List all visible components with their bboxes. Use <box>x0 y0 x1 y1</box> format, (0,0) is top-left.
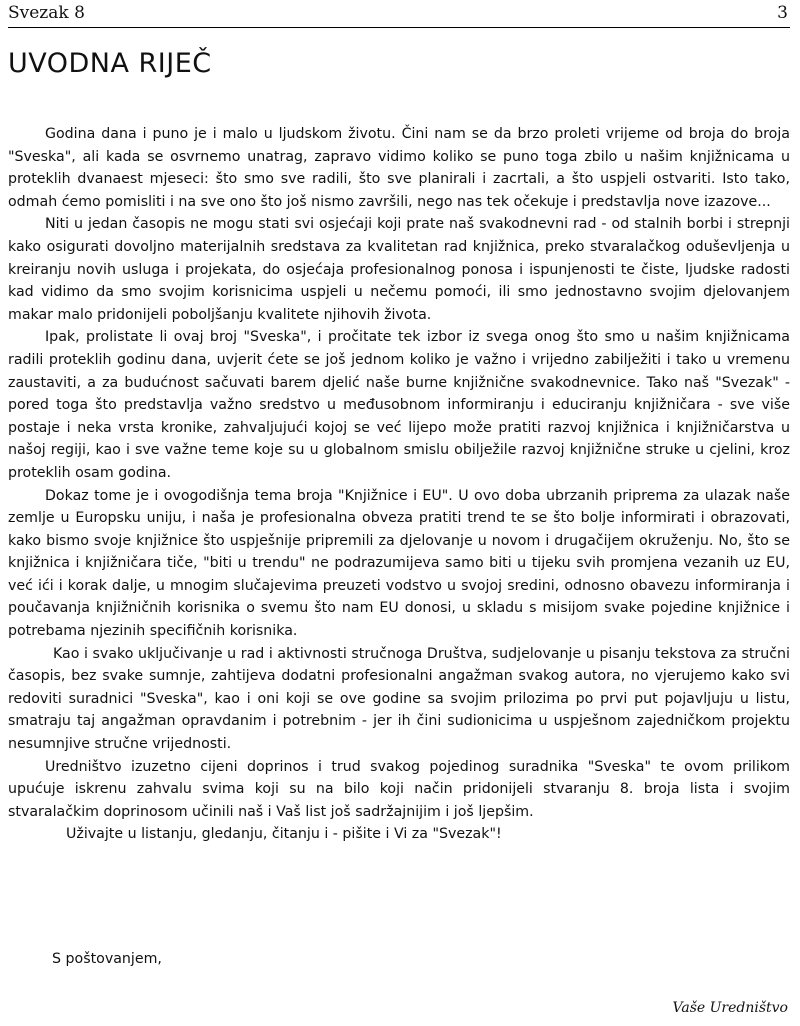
paragraph: Uredništvo izuzetno cijeni doprinos i trud svakog pojedinog suradnika "Sveska" te ovom prilikom upućuje iskrenu zahvalu svima koji su na bilo koji način pridonijeli stvaranju 8. broja lista i svojim stvaralačkim doprinosom učinili naš i Vaš list još sadržajnijim i još ljepšim. <box>8 758 790 820</box>
paragraph: Niti u jedan časopis ne mogu stati svi osjećaji koji prate naš svakodnevni rad - od stalnih borbi i strepnji kako osigurati dovoljno materijalnih sredstava za kvalitetan rad knjižnica, preko stvaralačkog oduševljenja u kreiranju novih usluga i projekata, do osjećaja profesionalnog ponosa i ispunjenosti te čiste, ljudske radosti kad vidimo da smo svojim korisnicima uspjeli u nečemu pomoći, ili smo jednostavno svojim djelovanjem makar malo pridonijeli poboljšanju kvalitete njihovih života. <box>8 216 790 323</box>
paragraph: Ipak, prolistate li ovaj broj "Sveska", i pročitate tek izbor iz svega onog što smo u našim knjižnicama radili proteklih godinu dana, uvjerit ćete se još jednom koliko je važno i vrijedno zabilježiti i tako u vremenu zaustaviti, a za budućnost sačuvati barem djelić naše burne knjižnične svakodnevnice. Tako naš "Svezak" - pored toga što predstavlja važno sredstvo u međusobnom informiranju i educiranju knjižničara - sve više postaje i neka vrsta kronike, zahvaljujući kojoj se već lijepo može pratiti razvoj knjižnica i knjižničarstva u našoj regiji, kao i sve važne teme koje su u globalnom smislu obilježile razvoj knjižnične struke u cjelini, kroz proteklih osam godina. <box>8 329 790 481</box>
closing-salutation: S poštovanjem, <box>52 951 162 967</box>
page-number: 3 <box>777 3 788 23</box>
article-body <box>8 123 790 846</box>
running-header <box>8 2 790 28</box>
issue-label: Svezak 8 <box>8 3 85 23</box>
paragraph: Uživajte u listanju, gledanju, čitanju i - pišite i Vi za "Svezak"! <box>66 826 502 843</box>
page-title: UVODNA RIJEČ <box>8 48 212 79</box>
paragraph: Kao i svako uključivanje u rad i aktivnosti stručnoga Društva, sudjelovanje u pisanju tekstova za stručni časopis, bez svake sumnje, zahtijeva dodatni profesionalni angažman svakog autora, no vjerujemo kako svi redoviti suradnici "Sveska", kao i oni koji se ove godine sa svojim prilozima po prvi put pojavljuju u listu, smatraju taj angažman opravdanim i potrebnim - jer ih čini sudionicima u uspješnom zajedničkom projektu nesumnjive stručne vrijednosti. <box>8 645 790 753</box>
paragraph: Dokaz tome je i ovogodišnja tema broja "Knjižnice i EU". U ovo doba ubrzanih priprema za ulazak naše zemlje u Europsku uniju, i naša je profesionalna obveza pratiti trend te se što bolje informirati i obrazovati, kako bismo svoje knjižnice što uspješnije pripremili za djelovanje u novom i drugačijem okruženju. No, što se knjižnica i knjižničara tiče, "biti u trendu" ne podrazumijeva samo biti u tijeku svih promjena vezanih uz EU, već ići i korak dalje, u mnogim slučajevima preuzeti vodstvo u svojoj sredini, odnosno obavezu informiranja i poučavanja knjižničnih korisnika o svemu što nam EU donosi, u skladu s misijom svake pojedine knjižnice i potrebama njezinih specifičnih korisnika. <box>8 487 790 640</box>
signature: Vaše Uredništvo <box>672 1000 788 1016</box>
paragraph: Godina dana i puno je i malo u ljudskom životu. Čini nam se da brzo proleti vrijeme od broja do broja "Sveska", ali kada se osvrnemo unatrag, zapravo vidimo koliko se puno toga zbilo u našim knjižnicama u proteklih dvanaest mjeseci: što smo sve radili, što sve planirali i zacrtali, a što uspjeli ostvariti. Isto tako, odmah ćemo pomisliti i na sve ono što još nismo završili, nego nas tek očekuje i predstavlja nove izazove... <box>8 126 790 210</box>
